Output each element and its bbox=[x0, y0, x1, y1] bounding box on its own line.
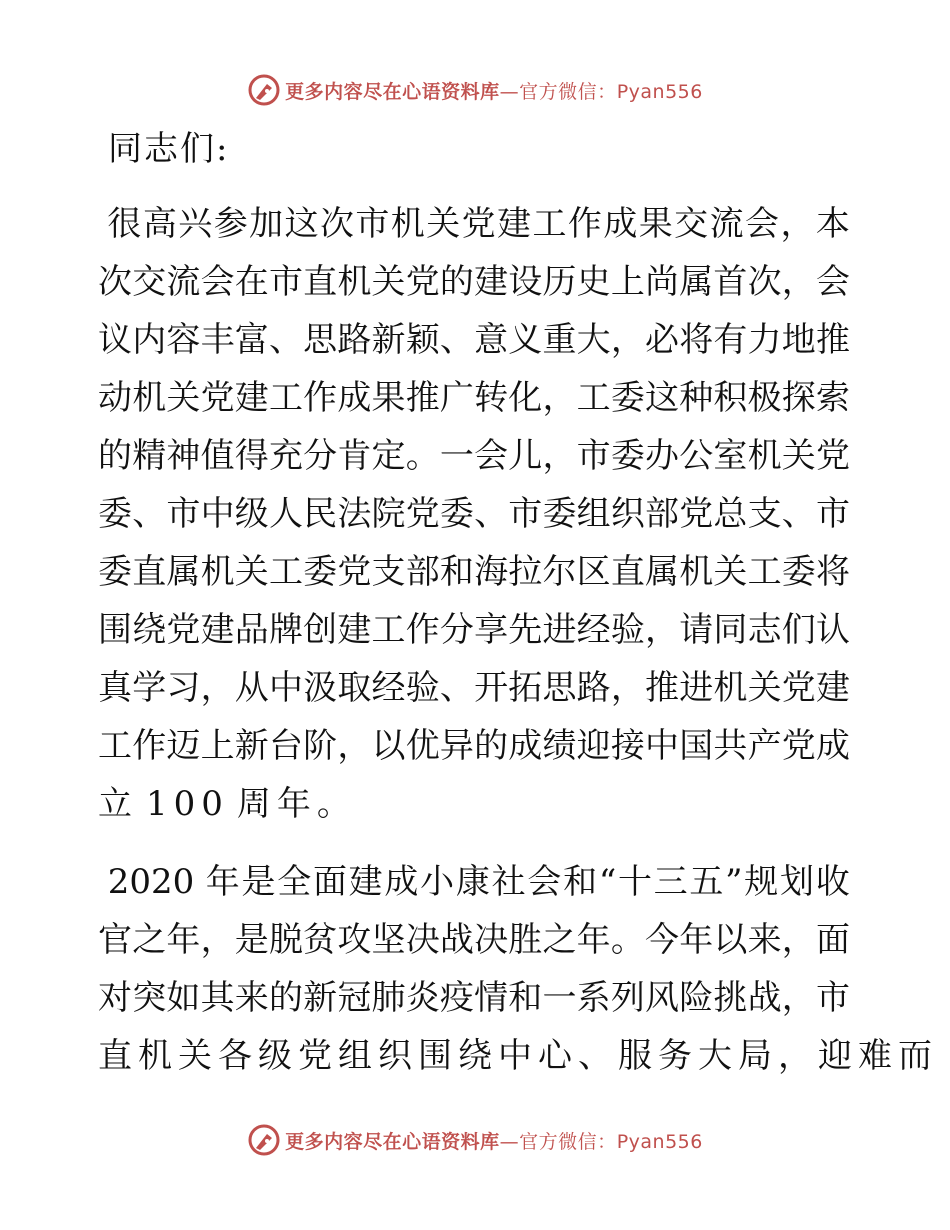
banner-brand-text: 更多内容尽在心语资料库 bbox=[285, 80, 500, 103]
banner-text bbox=[285, 77, 703, 104]
header-watermark-banner bbox=[0, 70, 950, 110]
banner-wechat-label: 官方微信： bbox=[519, 1130, 617, 1153]
text-line: 2020 年 是 全 面 建 成 小 康 社 会 和 “ 十 三 五 ” 规 划 收 bbox=[107, 862, 850, 902]
text-line: 官 之 年 ， 是 脱 贫 攻 坚 决 战 决 胜 之 年 。 今 年 以 来 ， 面 bbox=[98, 920, 850, 960]
text-line: 工 作 迈 上 新 台 阶 ， 以 优 异 的 成 绩 迎 接 中 国 共 产 党 成 bbox=[98, 726, 850, 766]
paragraph-2 bbox=[98, 853, 938, 1085]
banner-brand-text: 更多内容尽在心语资料库 bbox=[285, 1130, 500, 1153]
text-line: 对 突 如 其 来 的 新 冠 肺 炎 疫 情 和 一 系 列 风 险 挑 战 ， 市 bbox=[98, 978, 850, 1018]
pen-nib-icon bbox=[247, 1123, 281, 1157]
text-line: 议 内 容 丰 富 、 思 路 新 颖 、 意 义 重 大 ， 必 将 有 力 地 推 bbox=[98, 320, 850, 360]
footer-watermark-banner bbox=[0, 1120, 950, 1160]
greeting: 同志们: bbox=[108, 129, 230, 169]
banner-text bbox=[285, 1127, 703, 1154]
pen-nib-icon bbox=[247, 73, 281, 107]
text-line: 的 精 神 值 得 充 分 肯 定 。 一 会 儿 ， 市 委 办 公 室 机 关 党 bbox=[98, 436, 850, 476]
banner-wechat-label: 官方微信： bbox=[519, 80, 617, 103]
text-line: 真 学 习 ， 从 中 汲 取 经 验 、 开 拓 思 路 ， 推 进 机 关 党 建 bbox=[98, 668, 850, 708]
banner-separator: — bbox=[499, 1130, 520, 1153]
text-line: 动 机 关 党 建 工 作 成 果 推 广 转 化 ， 工 委 这 种 积 极 探 索 bbox=[98, 378, 850, 418]
text-line: 围 绕 党 建 品 牌 创 建 工 作 分 享 先 进 经 验 ， 请 同 志 们 认 bbox=[98, 610, 850, 650]
text-line: 委 直 属 机 关 工 委 党 支 部 和 海 拉 尔 区 直 属 机 关 工 委 将 bbox=[98, 552, 850, 592]
text-line: 立 100 周 年 。 bbox=[98, 784, 357, 824]
banner-wechat-id: Pyan556 bbox=[616, 1130, 703, 1153]
text-line: 直 机 关 各 级 党 组 织 围 绕 中 心 、 服 务 大 局 ， 迎 难 而 bbox=[98, 1036, 938, 1076]
banner-wechat-id: Pyan556 bbox=[616, 80, 703, 103]
paragraph-1 bbox=[98, 195, 850, 833]
text-line: 很 高 兴 参 加 这 次 市 机 关 党 建 工 作 成 果 交 流 会 ， 本 bbox=[107, 204, 850, 244]
banner-separator: — bbox=[499, 80, 520, 103]
text-line: 次 交 流 会 在 市 直 机 关 党 的 建 设 历 史 上 尚 属 首 次 ， 会 bbox=[98, 262, 850, 302]
text-line: 委 、 市 中 级 人 民 法 院 党 委 、 市 委 组 织 部 党 总 支 、 市 bbox=[98, 494, 850, 534]
